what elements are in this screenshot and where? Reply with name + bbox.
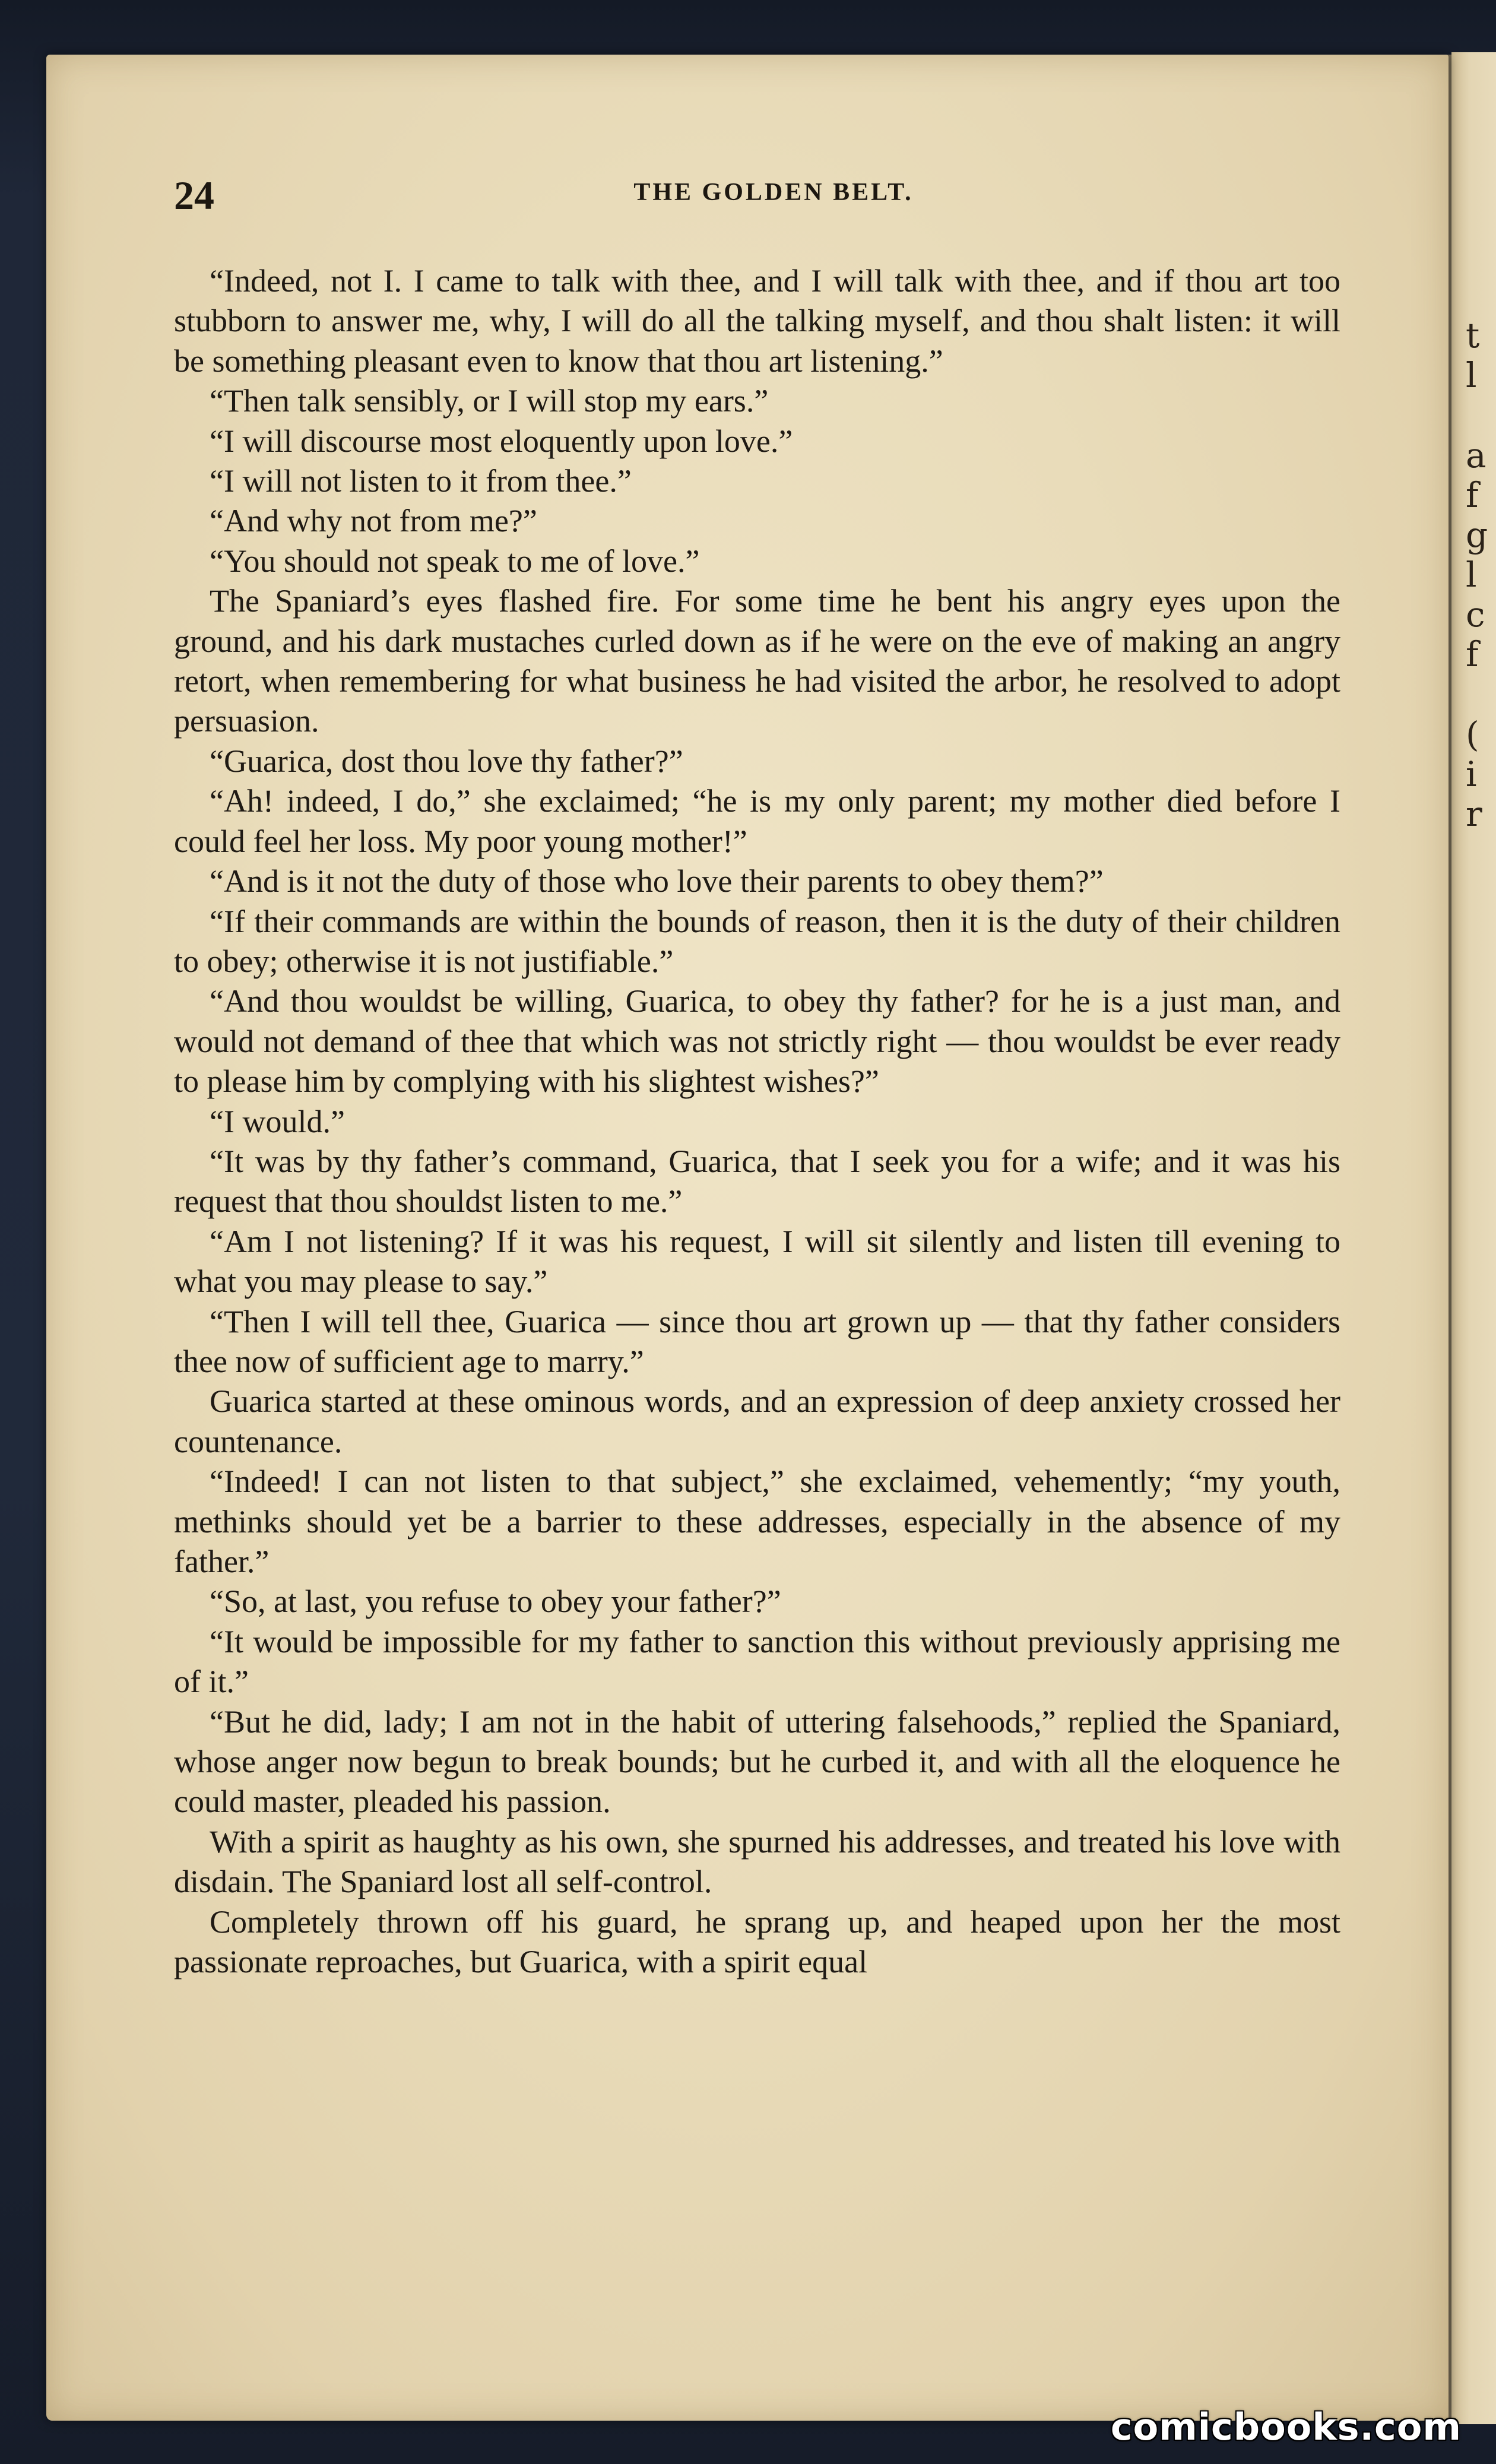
- adjacent-page-edge: [1451, 52, 1496, 2424]
- paragraph: “It would be impossible for my father to sanction this without previously apprising me of it.”: [174, 1623, 1340, 1700]
- paragraph: “So, at last, you refuse to obey your father?”: [210, 1583, 781, 1620]
- paragraph: “Guarica, dost thou love thy father?”: [210, 743, 683, 779]
- running-title: THE GOLDEN BELT.: [633, 179, 914, 206]
- adjacent-page-fragment: (: [1466, 714, 1479, 755]
- adjacent-page-fragment: l: [1466, 555, 1477, 595]
- paragraph: “It was by thy father’s command, Guarica, that I seek you for a wife; and it was his request that thou shouldst listen to me.”: [174, 1143, 1340, 1220]
- paragraph: “Indeed, not I. I came to talk with thee, and I will talk with thee, and if thou art too stubborn to answer me, why, I will do all the talking myself, and thou shalt listen: it will be something pleasant even to know that thou art listening.”: [174, 263, 1340, 379]
- paragraph: “I will not listen to it from thee.”: [210, 463, 632, 499]
- paragraph: “But he did, lady; I am not in the habit of uttering falsehoods,” replied the Spaniard, whose anger now begun to break bounds; but he curbed it, and with all the eloquence he could master, pleaded his passion.: [174, 1703, 1340, 1820]
- paragraph: “Ah! indeed, I do,” she exclaimed; “he is my only parent; my mother died before I could feel her loss. My poor young mother!”: [174, 783, 1340, 859]
- page-header: [174, 172, 1373, 218]
- paragraph: “If their commands are within the bounds of reason, then it is the duty of their children to obey; otherwise it is not justifiable.”: [174, 903, 1340, 979]
- adjacent-page-fragment: f: [1466, 634, 1479, 674]
- adjacent-page-fragment: a: [1466, 435, 1487, 476]
- paragraph: “I will discourse most eloquently upon love.”: [210, 423, 793, 459]
- adjacent-page-fragment: g: [1466, 515, 1488, 555]
- paragraph: “You should not speak to me of love.”: [210, 543, 700, 579]
- paragraph: Guarica started at these ominous words, and an expression of deep anxiety crossed her countenance.: [174, 1383, 1340, 1459]
- paragraph: With a spirit as haughty as his own, she spurned his addresses, and treated his love with disdain. The Spaniard lost all self-control.: [174, 1823, 1340, 1900]
- adjacent-page-fragment: l: [1466, 355, 1477, 395]
- paragraph: “Then I will tell thee, Guarica — since thou art grown up — that thy father considers thee now of sufficient age to marry.”: [174, 1303, 1340, 1379]
- paragraph: “And thou wouldst be willing, Guarica, to obey thy father? for he is a just man, and would not demand of thee that which was not strictly right — thou wouldst be ever ready to please him by complying with his slightest wishes?”: [174, 983, 1340, 1100]
- paragraph: “Indeed! I can not listen to that subject,” she exclaimed, vehemently; “my youth, methinks should yet be a barrier to these addresses, especially in the absence of my father.”: [174, 1464, 1340, 1579]
- page-number: 24: [174, 173, 214, 218]
- adjacent-page-fragment: c: [1466, 594, 1485, 635]
- adjacent-page-fragment: i: [1466, 754, 1477, 794]
- paragraph: “Am I not listening? If it was his request, I will sit silently and listen till evening to what you may please to say.”: [174, 1223, 1340, 1300]
- paragraph: Completely thrown off his guard, he sprang up, and heaped upon her the most passionate reproaches, but Guarica, with a spirit equal: [174, 1904, 1340, 1980]
- watermark: comicbooks.com: [1110, 2405, 1462, 2449]
- adjacent-page-fragment: t: [1466, 315, 1480, 356]
- adjacent-page-fragment: r: [1466, 794, 1482, 834]
- paragraph: “I would.”: [210, 1103, 345, 1139]
- paragraph: “And why not from me?”: [210, 503, 537, 539]
- body-text: [174, 261, 1340, 1982]
- paragraph: The Spaniard’s eyes flashed fire. For some time he bent his angry eyes upon the ground, and his dark mustaches curled down as if he were on the eve of making an angry retort, when remembering for what business he had visited the arbor, he resolved to adopt persuasion.: [174, 583, 1340, 739]
- paragraph: “Then talk sensibly, or I will stop my ears.”: [210, 383, 769, 419]
- adjacent-page-fragment: f: [1466, 475, 1479, 515]
- paragraph: “And is it not the duty of those who love their parents to obey them?”: [210, 863, 1104, 900]
